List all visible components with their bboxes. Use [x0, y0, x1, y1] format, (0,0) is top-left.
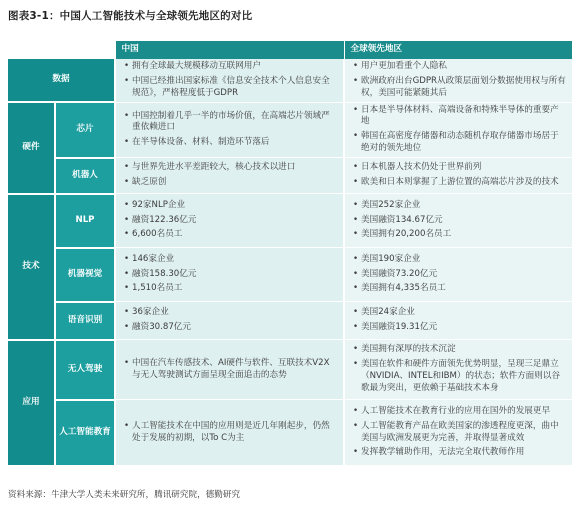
list-item: • 韩国在高密度存储器和动态随机存取存储器市场居于绝对的领先地位 — [353, 131, 566, 155]
list-item: • 欧洲政府出台GDPR从政策层面划分数据使用权与所有权，美国可能紧随其后 — [353, 76, 566, 100]
education-global-cell — [344, 400, 572, 466]
category-hardware: 硬件 — [8, 102, 55, 193]
header-china: 中国 — [115, 41, 344, 59]
list-item: • 日本是半导体材料、高端设备和特殊半导体的重要产地 — [353, 105, 566, 129]
list-item: • 6,600名员工 — [124, 229, 337, 241]
row-robot — [8, 158, 572, 194]
list-item: • 美国融资19.31亿元 — [353, 322, 566, 334]
list-item: • 中国在汽车传感技术、AI硬件与软件、互联技术V2X与无人驾驶测试方面呈现全面追击的态势 — [124, 358, 337, 382]
chip-china-cell — [115, 102, 344, 157]
sub-chip: 芯片 — [55, 102, 115, 157]
list-item: • 融资158.30亿元 — [124, 269, 337, 281]
row-data — [8, 59, 572, 102]
comparison-table — [8, 41, 572, 467]
education-china-cell — [115, 400, 344, 466]
header-global: 全球领先地区 — [344, 41, 572, 59]
sub-speech: 语音识别 — [55, 302, 115, 340]
list-item: • 缺乏原创 — [124, 177, 337, 189]
list-item: • 美国24家企业 — [353, 307, 566, 319]
sub-driving: 无人驾驶 — [55, 340, 115, 400]
vision-china-cell — [115, 248, 344, 302]
header-blank-sub — [55, 41, 115, 59]
list-item: • 146家企业 — [124, 254, 337, 266]
row-driving — [8, 340, 572, 400]
robot-china-cell — [115, 158, 344, 194]
list-item: • 中国控制着几乎一半的市场价值，在高端芯片领域严重依赖进口 — [124, 111, 337, 135]
driving-china-cell — [115, 340, 344, 400]
list-item: • 92家NLP企业 — [124, 200, 337, 212]
category-data: 数据 — [8, 59, 115, 102]
list-item: • 美国拥有4,335名员工 — [353, 283, 566, 295]
list-item: • 人工智能技术在教育行业的应用在国外的发展更早 — [353, 406, 566, 418]
list-item: • 美国190家企业 — [353, 254, 566, 266]
row-nlp — [8, 194, 572, 248]
sub-vision: 机器视觉 — [55, 248, 115, 302]
list-item: • 发挥教学辅助作用，无法完全取代教师作用 — [353, 447, 566, 459]
list-item: • 1,510名员工 — [124, 283, 337, 295]
robot-global-cell — [344, 158, 572, 194]
row-vision — [8, 248, 572, 302]
list-item: • 美国252家企业 — [353, 200, 566, 212]
list-item: • 中国已经推出国家标准《信息安全技术个人信息安全规范》，严格程度低于GDPR — [124, 76, 337, 100]
category-tech: 技术 — [8, 194, 55, 340]
sub-nlp: NLP — [55, 194, 115, 248]
list-item: • 与世界先进水平差距较大，核心技术以进口 — [124, 162, 337, 174]
nlp-global-cell — [344, 194, 572, 248]
list-item: • 在半导体设备、材料、制造环节落后 — [124, 137, 337, 149]
list-item: • 融资122.36亿元 — [124, 215, 337, 227]
speech-global-cell — [344, 302, 572, 340]
nlp-china-cell — [115, 194, 344, 248]
list-item: • 美国融资73.20亿元 — [353, 269, 566, 281]
header-row — [8, 41, 572, 59]
driving-global-cell — [344, 340, 572, 400]
list-item: • 人工智能教育产品在欧美国家的渗透程度更深，曲中美国与欧洲发展更为完善，并取得显著成效 — [353, 421, 566, 445]
source-note: 资料来源：牛津大学人类未来研究所，腾讯研究院，德勤研究 — [8, 490, 241, 500]
row-speech — [8, 302, 572, 340]
list-item: • 欧美和日本则掌握了上游位置的高端芯片涉及的技术 — [353, 177, 566, 189]
list-item: • 融资30.87亿元 — [124, 322, 337, 334]
list-item: • 美国融资134.67亿元 — [353, 215, 566, 227]
data-global-cell — [344, 59, 572, 102]
list-item: • 拥有全球最大规模移动互联网用户 — [124, 61, 337, 73]
list-item: • 日本机器人技术仍处于世界前列 — [353, 162, 566, 174]
vision-global-cell — [344, 248, 572, 302]
row-education — [8, 400, 572, 466]
list-item: • 36家企业 — [124, 307, 337, 319]
list-item: • 用户更加看重个人隐私 — [353, 61, 566, 73]
figure-title: 图表3-1：中国人工智能技术与全球领先地区的对比 — [8, 10, 253, 22]
list-item: • 美国在软件和硬件方面领先优势明显，呈现三足鼎立（NVIDIA、INTEL和IBM）的状态；软件方面则以谷歌最为突出，更依赖于基础技术本身 — [353, 359, 566, 395]
list-item: • 美国拥有深厚的技术沉淀 — [353, 344, 566, 356]
list-item: • 人工智能技术在中国的应用则是近几年刚起步，仍然处于发展的初期，以To C为主 — [124, 421, 337, 445]
header-blank — [8, 41, 55, 59]
chip-global-cell — [344, 102, 572, 157]
data-china-cell — [115, 59, 344, 102]
row-chip — [8, 102, 572, 157]
list-item: • 美国拥有20,200名员工 — [353, 229, 566, 241]
sub-education: 人工智能教育 — [55, 400, 115, 466]
category-application: 应用 — [8, 340, 55, 466]
sub-robot: 机器人 — [55, 158, 115, 194]
speech-china-cell — [115, 302, 344, 340]
